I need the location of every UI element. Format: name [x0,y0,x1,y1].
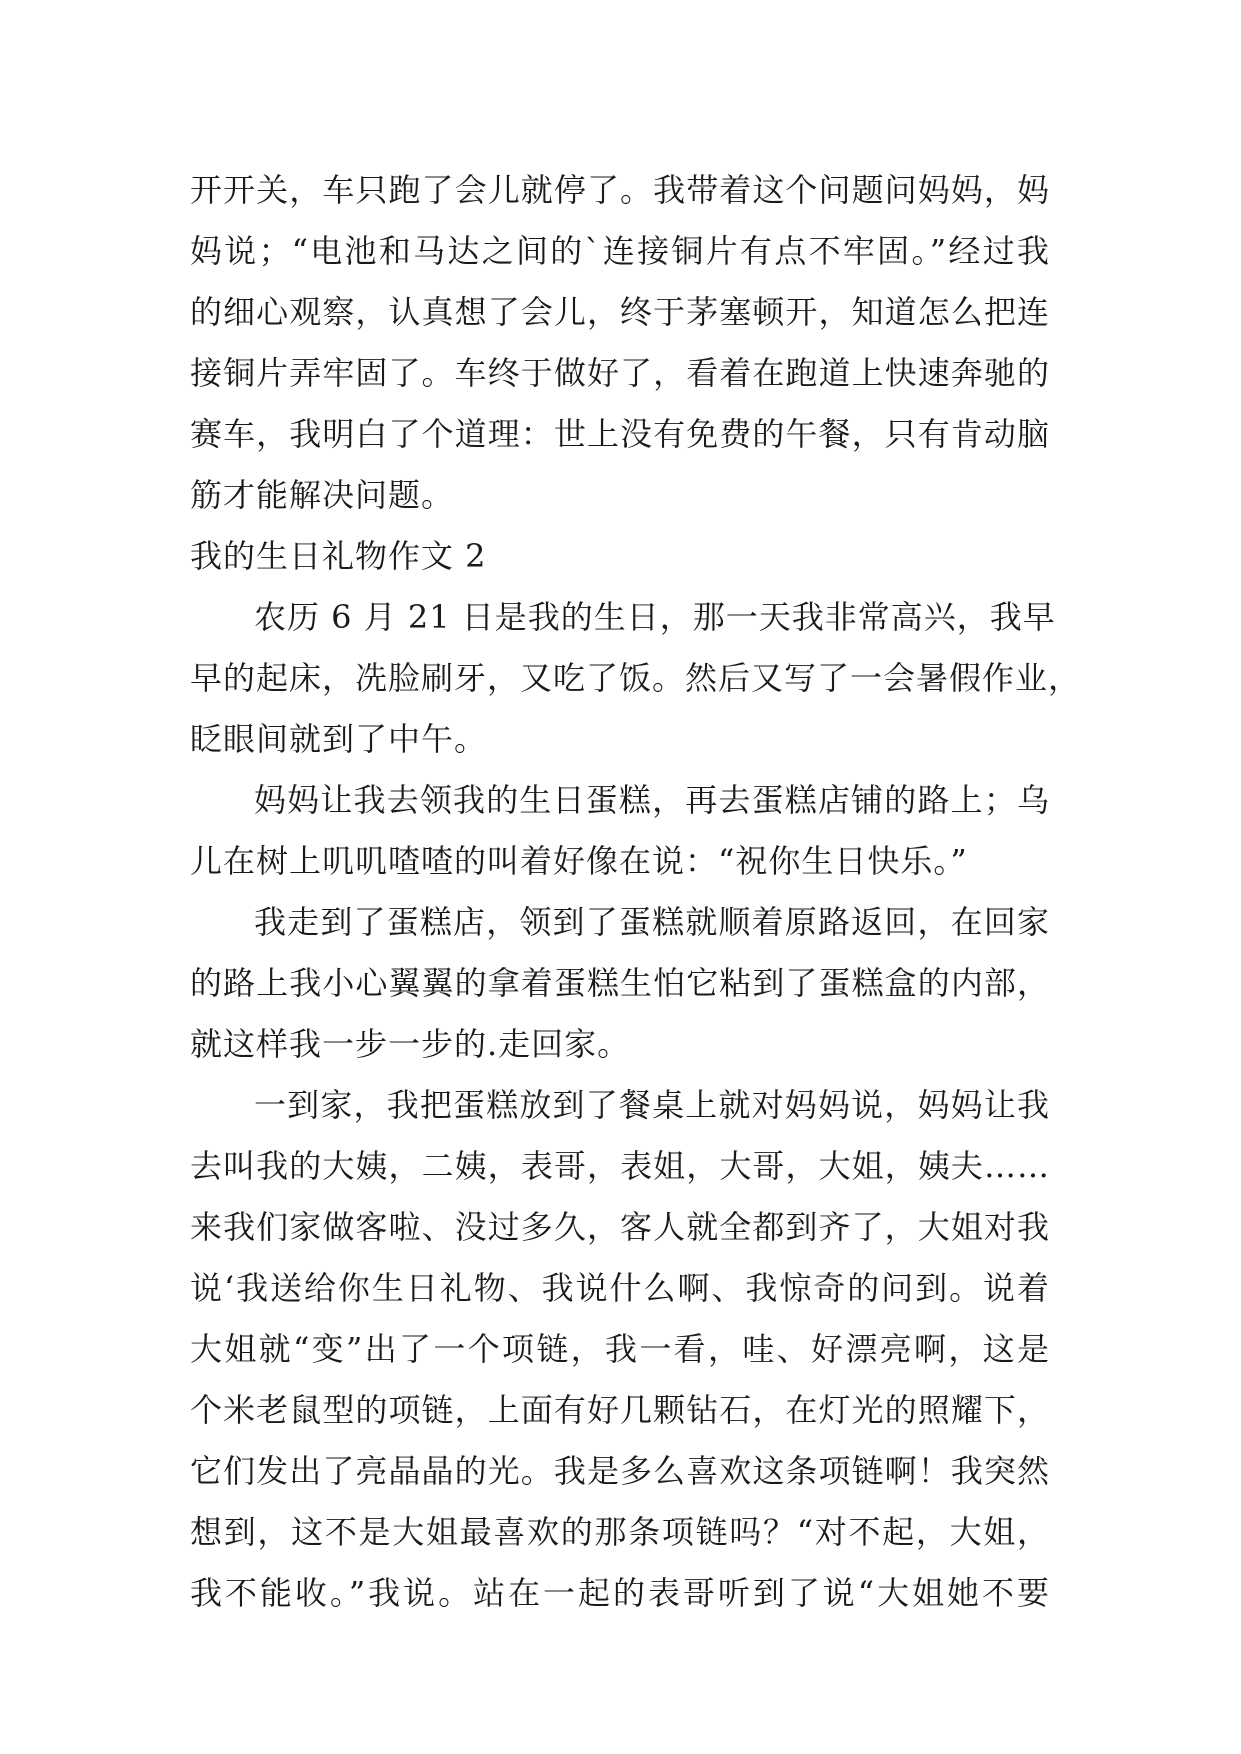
text-line: 开开关，车只跑了会儿就停了。我带着这个问题问妈妈，妈 [190,171,1050,209]
text-line: 妈妈让我去领我的生日蛋糕，再去蛋糕店铺的路上；乌 [254,781,1050,819]
text-line: 我的生日礼物作文 2 [190,537,487,575]
text-line: 眨眼间就到了中午。 [190,720,488,758]
text-line: 农历 6 月 21 日是我的生日，那一天我非常高兴，我早 [254,598,1056,636]
document-page [190,160,1082,1624]
text-line: 的路上我小心翼翼的拿着蛋糕生怕它粘到了蛋糕盒的内部， [190,964,1050,1002]
text-line: 它们发出了亮晶晶的光。我是多么喜欢这条项链啊！我突然 [190,1452,1050,1490]
text-line: 早的起床，冼脸刷牙，又吃了饭。然后又写了一会暑假作业， [190,659,1082,697]
text-line: 大姐就“变”出了一个项链，我一看，哇、好漂亮啊，这是 [190,1330,1050,1368]
text-line: 赛车，我明白了个道理：世上没有免费的午餐，只有肯动脑 [190,415,1050,453]
text-line: 来我们家做客啦、没过多久，客人就全都到齐了，大姐对我 [190,1208,1050,1246]
text-line: 妈说；“电池和马达之间的`连接铜片有点不牢固。”经过我 [190,232,1050,270]
text-line: 想到，这不是大姐最喜欢的那条项链吗？“对不起，大姐， [190,1513,1050,1551]
text-line: 我不能收。”我说。站在一起的表哥听到了说“大姐她不要 [190,1574,1050,1612]
text-line: 一到家，我把蛋糕放到了餐桌上就对妈妈说，妈妈让我 [254,1086,1050,1124]
text-line: 个米老鼠型的项链，上面有好几颗钻石，在灯光的照耀下， [190,1391,1050,1429]
text-line: 筋才能解决问题。 [190,476,455,514]
text-line: 的细心观察，认真想了会儿，终于茅塞顿开，知道怎么把连 [190,293,1050,331]
text-line: 说‘我送给你生日礼物、我说什么啊、我惊奇的问到。说着 [190,1269,1050,1307]
text-line: 儿在树上叽叽喳喳的叫着好像在说：“祝你生日快乐。” [190,842,968,880]
text-line: 去叫我的大姨，二姨，表哥，表姐，大哥，大姐，姨夫…… [190,1147,1050,1185]
text-line: 接铜片弄牢固了。车终于做好了，看着在跑道上快速奔驰的 [190,354,1050,392]
text-line: 就这样我一步一步的.走回家。 [190,1025,631,1063]
text-line: 我走到了蛋糕店，领到了蛋糕就顺着原路返回，在回家 [254,903,1050,941]
